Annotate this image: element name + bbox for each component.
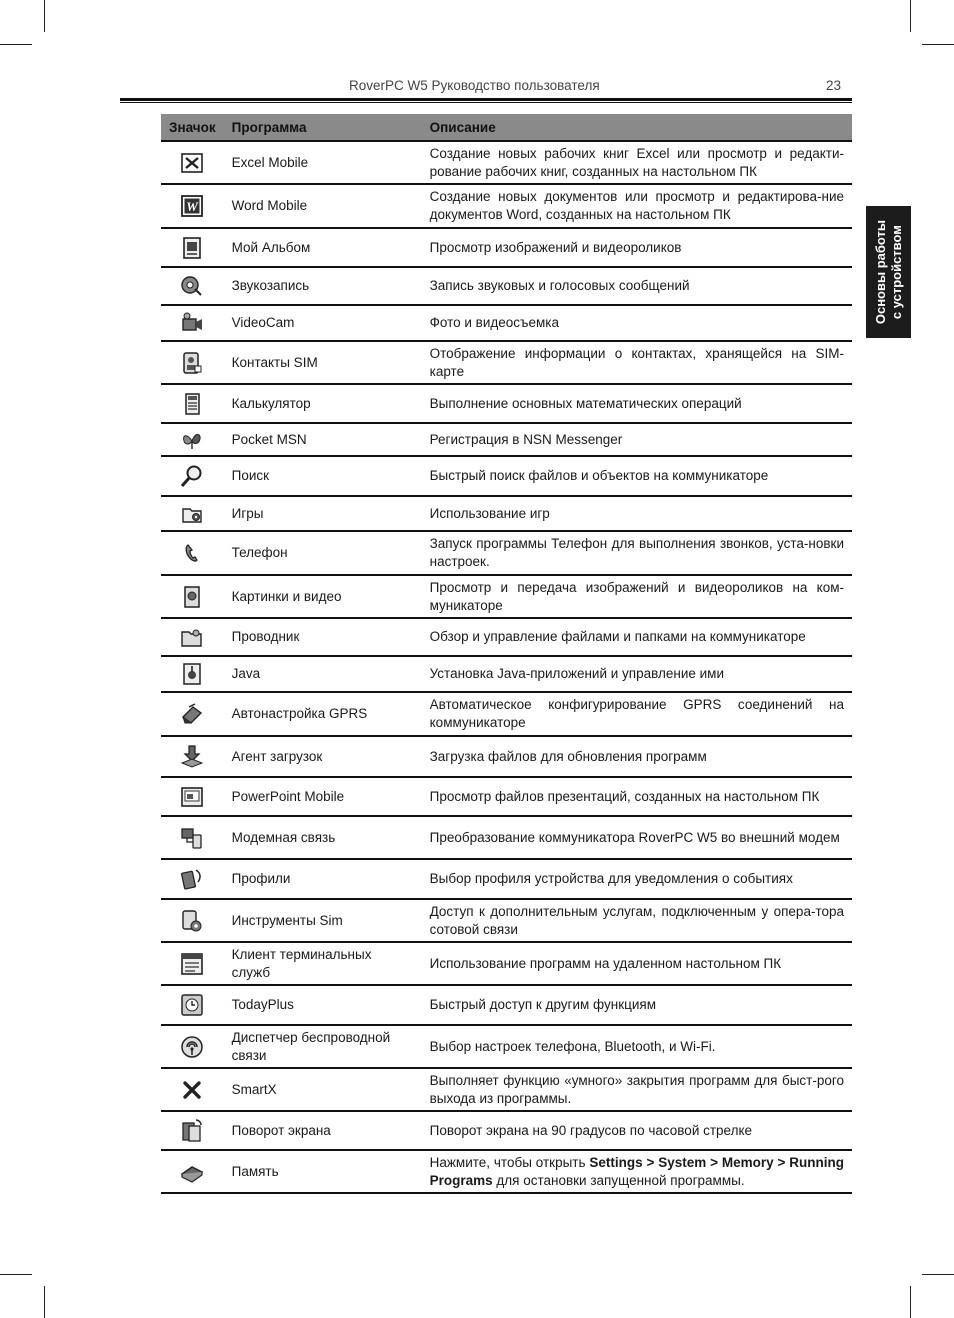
icon-cell [161, 531, 224, 575]
table-row [161, 531, 852, 575]
icon-cell [161, 1068, 224, 1111]
table-header-row [161, 114, 852, 141]
rotate-screen-icon [179, 1118, 205, 1144]
sim-tools-icon [179, 908, 205, 934]
table-row [161, 942, 852, 985]
sim-contacts-icon [179, 350, 205, 376]
table-row [161, 575, 852, 618]
program-description: Выполнение основных математических операций [422, 384, 852, 423]
icon-cell [161, 618, 224, 656]
program-description: Просмотр и передача изображений и видеороликов на ком-муникаторе [422, 575, 852, 618]
crop-mark [0, 44, 32, 45]
program-name: Агент загрузок [224, 736, 422, 777]
crop-mark [44, 0, 45, 32]
table-row [161, 1068, 852, 1111]
program-description: Выбор профиля устройства для уведомления о событиях [422, 859, 852, 899]
program-name: Модемная связь [224, 816, 422, 859]
table-row [161, 1111, 852, 1150]
program-name: Проводник [224, 618, 422, 656]
java-icon [179, 661, 205, 687]
program-description: Использование программ на удаленном настольном ПК [422, 942, 852, 985]
program-description [422, 1150, 852, 1193]
table-row [161, 456, 852, 496]
crop-mark [910, 0, 911, 32]
icon-cell [161, 985, 224, 1025]
column-header-icon: Значок [161, 114, 224, 141]
program-description: Обзор и управление файлами и папками на коммуникаторе [422, 618, 852, 656]
program-description: Быстрый доступ к другим функциям [422, 985, 852, 1025]
program-description: Отображение информации о контактах, хранящейся на SIM-карте [422, 341, 852, 384]
program-name: Excel Mobile [224, 141, 422, 184]
icon-cell [161, 305, 224, 341]
icon-cell [161, 267, 224, 305]
page-number: 23 [826, 78, 842, 93]
table-row [161, 736, 852, 777]
word-icon [179, 193, 205, 219]
table-row [161, 1025, 852, 1068]
description-text: для остановки запущенной программы. [492, 1172, 745, 1188]
icon-cell [161, 141, 224, 184]
album-icon [179, 235, 205, 261]
excel-icon [179, 150, 205, 176]
msn-butterfly-icon [179, 427, 205, 453]
program-name: Поиск [224, 456, 422, 496]
program-description: Загрузка файлов для обновления программ [422, 736, 852, 777]
calculator-icon [179, 391, 205, 417]
program-name: Мой Альбом [224, 228, 422, 267]
program-name: Инструменты Sim [224, 899, 422, 942]
modem-icon [179, 825, 205, 851]
table-row [161, 859, 852, 899]
program-name: Картинки и видео [224, 575, 422, 618]
running-header: RoverPC W5 Руководство пользователя [349, 78, 600, 93]
profiles-icon [179, 866, 205, 892]
icon-cell [161, 228, 224, 267]
icon-cell [161, 423, 224, 456]
table-row [161, 305, 852, 341]
table-row [161, 618, 852, 656]
program-description: Выбор настроек телефона, Bluetooth, и Wi-Fi. [422, 1025, 852, 1068]
icon-cell [161, 184, 224, 228]
program-description: Использование игр [422, 496, 852, 531]
videocam-icon [179, 310, 205, 336]
program-name: VideoCam [224, 305, 422, 341]
icon-cell [161, 736, 224, 777]
table-row [161, 341, 852, 384]
magnifier-icon [179, 463, 205, 489]
program-description: Преобразование коммуникатора RoverPC W5 во внешний модем [422, 816, 852, 859]
table-row [161, 899, 852, 942]
explorer-folder-icon [179, 624, 205, 650]
program-description: Создание новых рабочих книг Excel или просмотр и редакти-рование рабочих книг, созданных на настольном ПК [422, 141, 852, 184]
gprs-setup-icon [179, 701, 205, 727]
program-name: Контакты SIM [224, 341, 422, 384]
table-row [161, 423, 852, 456]
table-row [161, 384, 852, 423]
table-row [161, 656, 852, 692]
program-description: Создание новых документов или просмотр и редактирова-ние документов Word, созданных на настольном ПК [422, 184, 852, 228]
program-name: Word Mobile [224, 184, 422, 228]
column-header-program: Программа [224, 114, 422, 141]
program-name: Клиент терминальных служб [224, 942, 422, 985]
program-name: Java [224, 656, 422, 692]
icon-cell [161, 942, 224, 985]
programs-table [161, 114, 852, 1194]
icon-cell [161, 816, 224, 859]
table-row [161, 184, 852, 228]
table-row [161, 496, 852, 531]
section-tab [866, 206, 911, 338]
memory-chip-icon [179, 1159, 205, 1185]
program-name: Pocket MSN [224, 423, 422, 456]
icon-cell [161, 456, 224, 496]
crop-mark [910, 1286, 911, 1318]
table-row [161, 985, 852, 1025]
table-row [161, 267, 852, 305]
voice-recorder-icon [179, 273, 205, 299]
icon-cell [161, 777, 224, 816]
program-name: Автонастройка GPRS [224, 692, 422, 736]
program-description: Автоматическое конфигурирование GPRS соединений на коммуникаторе [422, 692, 852, 736]
svg-text:W: W [186, 199, 199, 214]
table-row [161, 816, 852, 859]
table-row [161, 228, 852, 267]
icon-cell [161, 1025, 224, 1068]
games-icon [179, 501, 205, 527]
program-description: Быстрый поиск файлов и объектов на коммуникаторе [422, 456, 852, 496]
crop-mark [922, 44, 954, 45]
icon-cell [161, 1150, 224, 1193]
smartx-icon [179, 1077, 205, 1103]
program-name: Звукозапись [224, 267, 422, 305]
download-agent-icon [179, 744, 205, 770]
program-name: Профили [224, 859, 422, 899]
section-tab-label: Основы работы с устройством [872, 219, 904, 325]
wireless-manager-icon [179, 1034, 205, 1060]
program-name: Память [224, 1150, 422, 1193]
icon-cell [161, 656, 224, 692]
description-text: Нажмите, чтобы открыть [429, 1154, 590, 1170]
program-description: Просмотр файлов презентаций, созданных на настольном ПК [422, 777, 852, 816]
header-rule-thin [120, 102, 852, 103]
program-description: Запуск программы Телефон для выполнения звонков, уста-новки настроек. [422, 531, 852, 575]
program-description: Регистрация в NSN Messenger [422, 423, 852, 456]
column-header-description: Описание [422, 114, 852, 141]
program-description: Доступ к дополнительным услугам, подключенным у опера-тора сотовой связи [422, 899, 852, 942]
terminal-client-icon [179, 951, 205, 977]
crop-mark [922, 1274, 954, 1275]
icon-cell [161, 1111, 224, 1150]
icon-cell [161, 859, 224, 899]
pictures-icon [179, 584, 205, 610]
icon-cell [161, 692, 224, 736]
table-row [161, 777, 852, 816]
header-rule [120, 98, 852, 101]
program-name: Поворот экрана [224, 1111, 422, 1150]
icon-cell [161, 341, 224, 384]
program-description: Фото и видеосъемка [422, 305, 852, 341]
program-name: Диспетчер беспроводной связи [224, 1025, 422, 1068]
powerpoint-icon [179, 784, 205, 810]
program-name: TodayPlus [224, 985, 422, 1025]
crop-mark [0, 1274, 32, 1275]
program-description: Запись звуковых и голосовых сообщений [422, 267, 852, 305]
table-row [161, 692, 852, 736]
program-name: Телефон [224, 531, 422, 575]
table-row [161, 141, 852, 184]
program-description: Выполняет функцию «умного» закрытия программ для быст-рого выхода из программы. [422, 1068, 852, 1111]
program-name: Калькулятор [224, 384, 422, 423]
program-description: Установка Java-приложений и управление ими [422, 656, 852, 692]
menu-path: Settings > System > Memory > Running Programs [429, 1154, 845, 1188]
program-name: PowerPoint Mobile [224, 777, 422, 816]
table-row [161, 1150, 852, 1193]
phone-icon [179, 540, 205, 566]
icon-cell [161, 899, 224, 942]
crop-mark [44, 1286, 45, 1318]
icon-cell [161, 496, 224, 531]
icon-cell [161, 384, 224, 423]
program-description: Просмотр изображений и видеороликов [422, 228, 852, 267]
program-name: SmartX [224, 1068, 422, 1111]
icon-cell [161, 575, 224, 618]
program-description: Поворот экрана на 90 градусов по часовой стрелке [422, 1111, 852, 1150]
program-name: Игры [224, 496, 422, 531]
todayplus-icon [179, 992, 205, 1018]
